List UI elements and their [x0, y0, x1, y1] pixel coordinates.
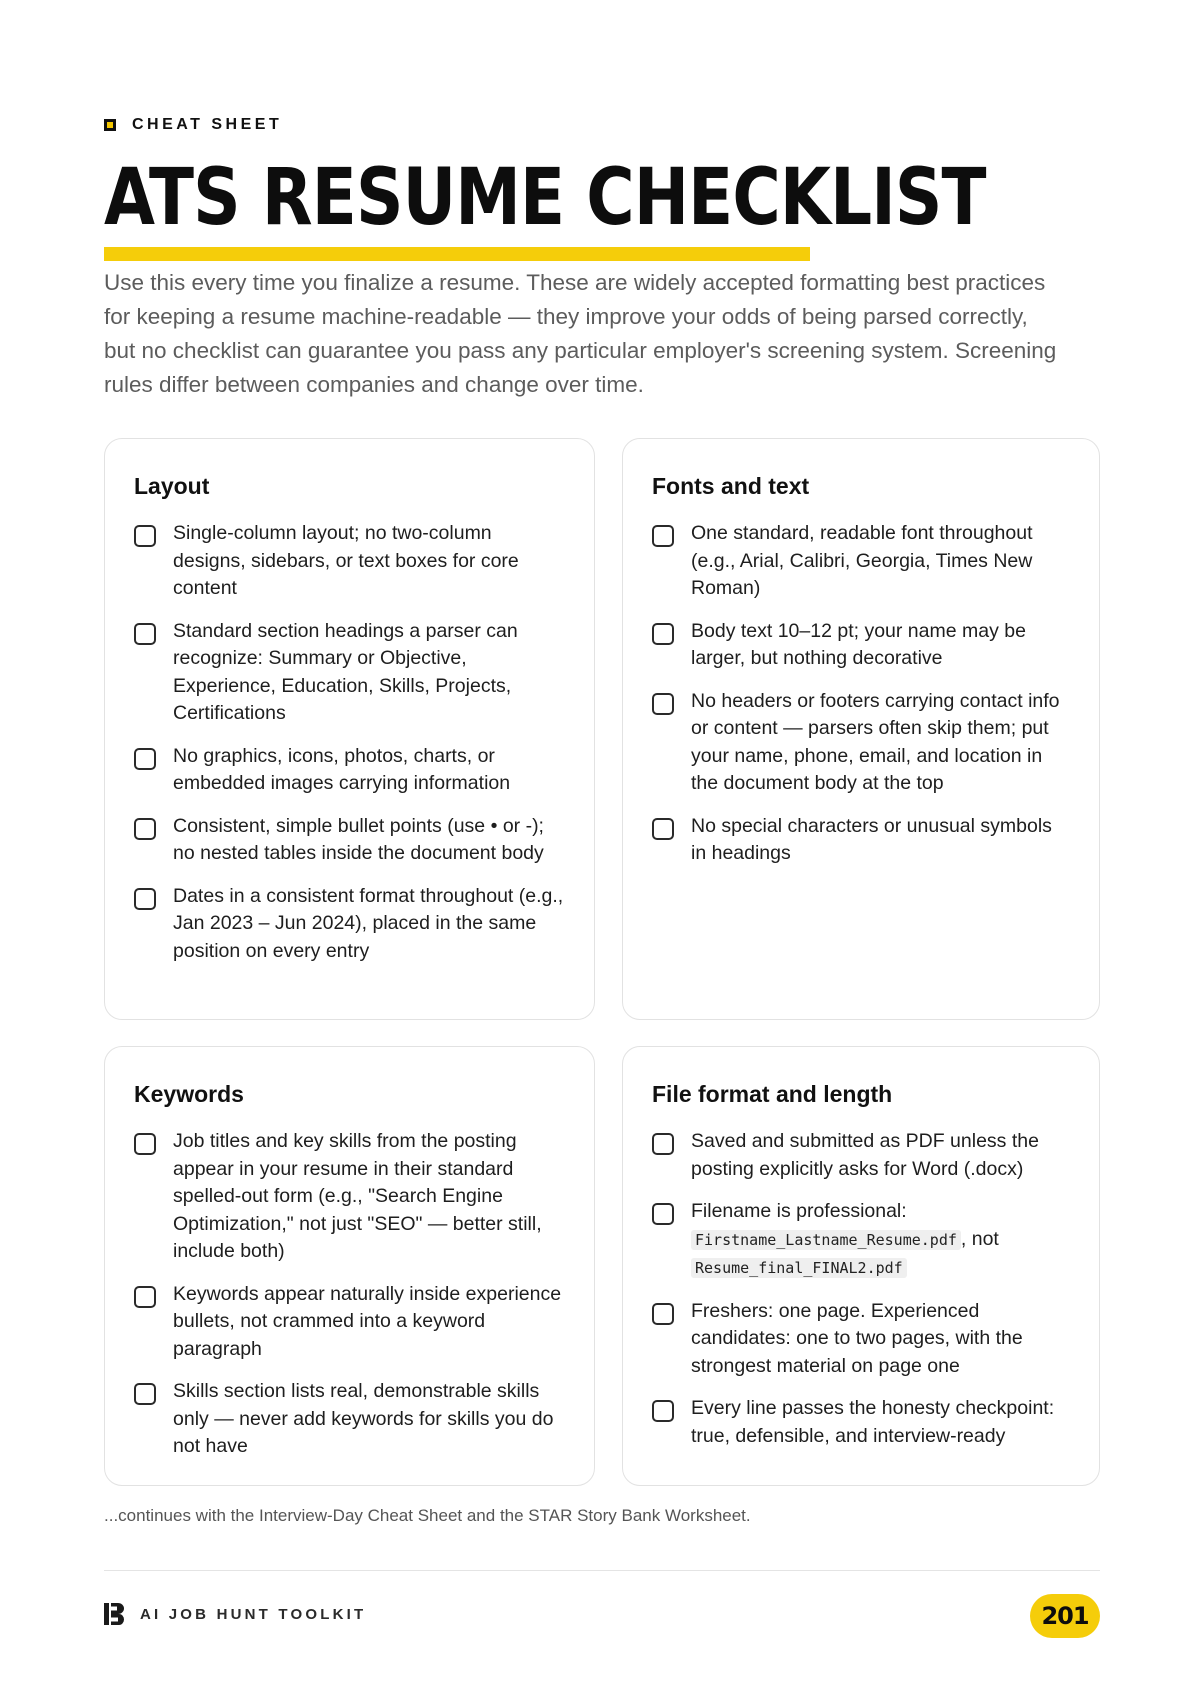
checklist-item	[134, 1281, 566, 1364]
checklist-item	[134, 618, 566, 728]
filename-prefix: Filename is professional:	[691, 1200, 907, 1222]
item-text: Body text 10–12 pt; your name may be larger, but nothing decorative	[691, 619, 1026, 669]
checkbox[interactable]	[134, 818, 156, 840]
checklist-item	[652, 1395, 1071, 1450]
item-text: One standard, readable font throughout (e.g., Arial, Calibri, Georgia, Times New Roman)	[691, 522, 1033, 599]
checklist-item	[134, 743, 566, 798]
footer-divider	[104, 1570, 1100, 1571]
checklist-item	[652, 520, 1071, 603]
item-text: Job titles and key skills from the posting appear in your resume in their standard spelled-out form (e.g., "Search Engine Optimization," not just "SEO" — better still, include both)	[173, 1130, 542, 1262]
checkbox[interactable]	[652, 525, 674, 547]
item-text: Every line passes the honesty checkpoint: true, defensible, and interview-ready	[691, 1397, 1055, 1447]
checklist-item	[652, 813, 1071, 868]
page-title: ATS RESUME CHECKLIST	[104, 153, 986, 243]
kicker	[104, 116, 282, 134]
item-text: No headers or footers carrying contact info or content — parsers often skip them; put your name, phone, email, and location in the document body at the top	[691, 689, 1060, 794]
checklist-item	[134, 1378, 566, 1461]
item-text: Keywords appear naturally inside experience bullets, not crammed into a keyword paragraph	[173, 1282, 562, 1360]
bad-filename: Resume_final_FINAL2.pdf	[691, 1258, 907, 1278]
intro-paragraph: Use this every time you finalize a resume. These are widely accepted formatting best practices for keeping a resume machine-readable — they improve your odds of being parsed correctly, but no checklist can guarantee you pass any particular employer's screening system. Screening rules differ between companies and change over time.	[104, 270, 1057, 397]
checkbox[interactable]	[134, 1286, 156, 1308]
checkbox[interactable]	[134, 888, 156, 910]
card-title-file-format: File format and length	[652, 1081, 893, 1107]
title-highlight-bar	[104, 247, 810, 261]
checklist-item	[652, 618, 1071, 673]
item-text: No special characters or unusual symbols in headings	[691, 814, 1052, 864]
card-keywords	[104, 1046, 595, 1486]
kicker-label: CHEAT SHEET	[132, 116, 283, 133]
checkbox[interactable]	[134, 748, 156, 770]
checkbox[interactable]	[652, 1133, 674, 1155]
card-fonts	[622, 438, 1100, 1020]
card-title-fonts: Fonts and text	[652, 473, 810, 499]
card-title-layout: Layout	[134, 473, 210, 499]
checklist-item	[652, 688, 1071, 798]
item-text: Single-column layout; no two-column designs, sidebars, or text boxes for core content	[173, 522, 519, 599]
checkbox[interactable]	[652, 1303, 674, 1325]
checkbox[interactable]	[134, 623, 156, 645]
page-number-badge: 201	[1030, 1594, 1100, 1638]
checklist-item	[134, 520, 566, 603]
item-text: No graphics, icons, photos, charts, or embedded images carrying information	[173, 744, 511, 794]
checklist-item	[134, 1128, 566, 1266]
item-text: Skills section lists real, demonstrable skills only — never add keywords for skills you do not have	[173, 1380, 554, 1457]
item-text: Saved and submitted as PDF unless the posting explicitly asks for Word (.docx)	[691, 1130, 1039, 1180]
good-filename: Firstname_Lastname_Resume.pdf	[691, 1230, 961, 1250]
item-text: Consistent, simple bullet points (use • or -); no nested tables inside the document body	[173, 814, 544, 864]
page	[104, 0, 1100, 1696]
item-text: Standard section headings a parser can recognize: Summary or Objective, Experience, Education, Skills, Projects, Certifications	[173, 619, 518, 724]
checklist-item	[652, 1128, 1071, 1183]
checklist-item	[134, 883, 566, 966]
footer-brand: AI JOB HUNT TOOLKIT	[140, 1605, 367, 1623]
checkbox[interactable]	[134, 525, 156, 547]
checkbox[interactable]	[134, 1133, 156, 1155]
card-title-keywords: Keywords	[134, 1081, 244, 1107]
square-icon	[104, 119, 116, 131]
checkbox[interactable]	[652, 693, 674, 715]
checkbox[interactable]	[652, 623, 674, 645]
footer-brand-block	[104, 1603, 366, 1625]
checkbox[interactable]	[652, 1203, 674, 1225]
checklist-item	[652, 1198, 1071, 1283]
card-layout	[104, 438, 595, 1020]
item-text: Freshers: one page. Experienced candidates: one to two pages, with the strongest material on page one	[691, 1299, 1023, 1377]
card-file-format	[622, 1046, 1100, 1486]
checkbox[interactable]	[652, 818, 674, 840]
continues-note: ...continues with the Interview-Day Cheat Sheet and the STAR Story Bank Worksheet.	[104, 1506, 751, 1525]
checklist-item	[652, 1298, 1071, 1381]
checkbox[interactable]	[652, 1400, 674, 1422]
checklist-item	[134, 813, 566, 868]
book-logo-icon	[104, 1603, 124, 1625]
checkbox[interactable]	[134, 1383, 156, 1405]
filename-middle: , not	[960, 1227, 999, 1250]
item-text: Dates in a consistent format throughout (e.g., Jan 2023 – Jun 2024), placed in the same position on every entry	[173, 884, 564, 962]
item-text-filename	[691, 1198, 999, 1283]
title-wrap	[104, 150, 1147, 246]
